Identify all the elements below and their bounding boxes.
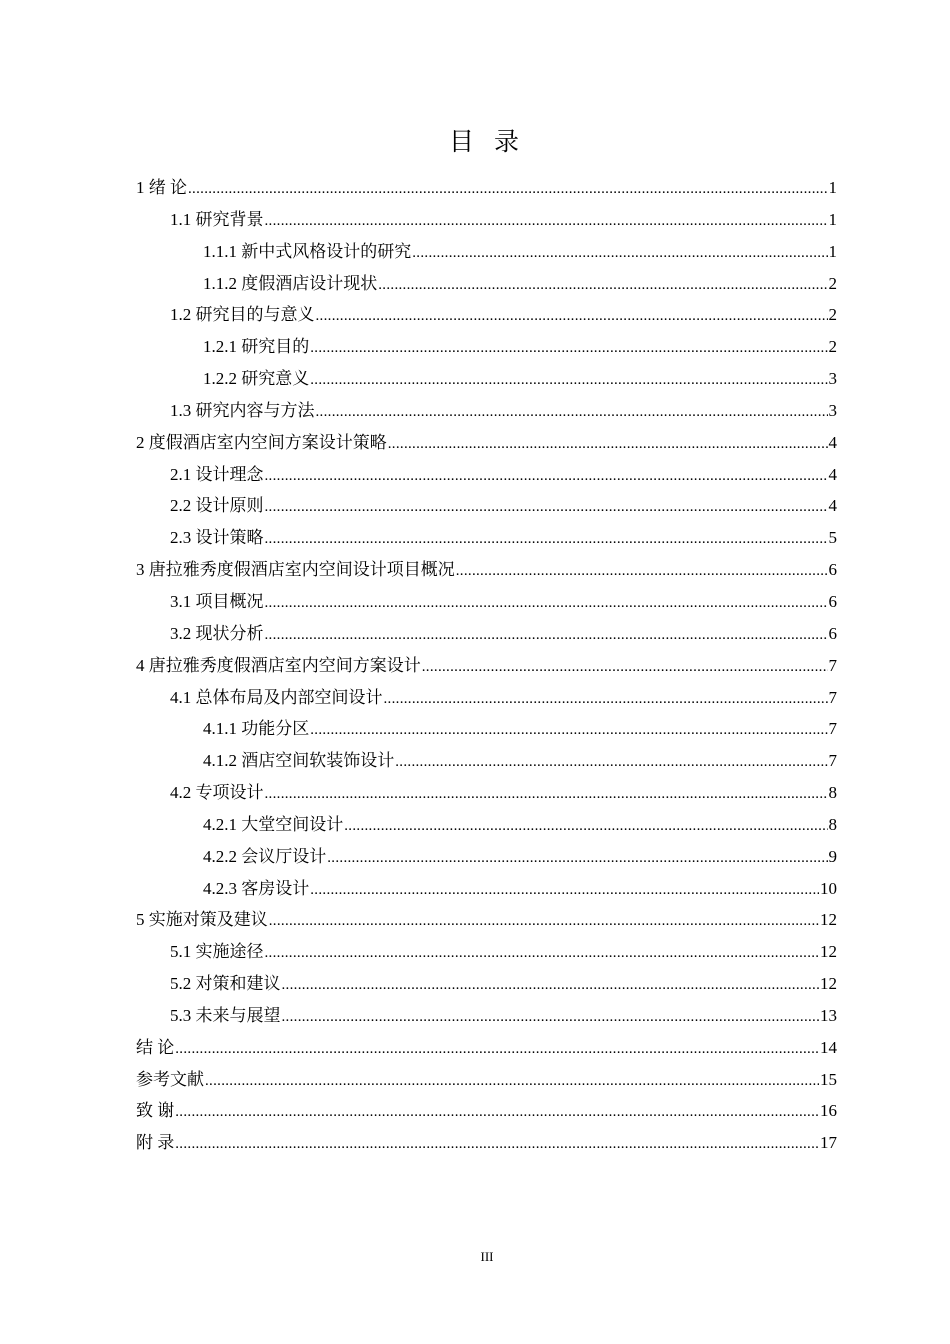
toc-entry[interactable]: [136, 650, 837, 682]
toc-dot-leader: [378, 270, 827, 302]
toc-entry-label: 4.2.3 客房设计: [203, 878, 310, 898]
toc-entry-label: 1.3 研究内容与方法: [170, 400, 315, 420]
toc-entry-label: 1 绪 论: [136, 178, 187, 197]
toc-entry[interactable]: [136, 968, 837, 1000]
toc-entry[interactable]: [136, 809, 837, 841]
toc-entry[interactable]: [136, 1095, 837, 1127]
toc-entry-label: 4.2.2 会议厅设计: [203, 846, 327, 866]
toc-entry-page-number: 2: [828, 305, 837, 325]
toc-entry-page-number: 4: [828, 432, 837, 452]
toc-entry[interactable]: [136, 331, 837, 363]
toc-dot-leader: [205, 1066, 819, 1098]
toc-entry-page-number: 1: [828, 178, 837, 197]
toc-dot-leader: [269, 906, 819, 938]
toc-entry[interactable]: [136, 745, 837, 777]
toc-entry[interactable]: [136, 268, 837, 300]
toc-dot-leader: [310, 875, 819, 907]
toc-entry[interactable]: [136, 363, 837, 395]
toc-entry-label: 1.1.1 新中式风格设计的研究: [203, 241, 412, 261]
toc-entry-page-number: 7: [828, 751, 837, 771]
toc-entry-label: 2 度假酒店室内空间方案设计策略: [136, 432, 387, 452]
toc-dot-leader: [265, 588, 828, 620]
toc-entry-label: 5.3 未来与展望: [170, 1005, 281, 1025]
toc-entry-label: 5.2 对策和建议: [170, 974, 281, 994]
toc-entry[interactable]: [136, 490, 837, 522]
toc-dot-leader: [388, 429, 828, 461]
toc-entry-label: 致 谢: [136, 1101, 175, 1121]
toc-dot-leader: [422, 652, 828, 684]
toc-entry-label: 1.1 研究背景: [170, 209, 264, 229]
toc-dot-leader: [265, 524, 828, 556]
toc-entry[interactable]: [136, 395, 837, 427]
toc-dot-leader: [265, 779, 828, 811]
toc-entry[interactable]: [136, 236, 837, 268]
toc-entry-label: 3.2 现状分析: [170, 623, 264, 643]
toc-entry-page-number: 8: [828, 814, 837, 834]
toc-entry-label: 3 唐拉雅秀度假酒店室内空间设计项目概况: [136, 560, 455, 580]
toc-entry[interactable]: [136, 204, 837, 236]
toc-entry-label: 1.1.2 度假酒店设计现状: [203, 273, 378, 293]
toc-dot-leader: [175, 1034, 819, 1066]
toc-dot-leader: [316, 301, 828, 333]
toc-entry-page-number: 8: [828, 783, 837, 803]
toc-entry[interactable]: [136, 1064, 837, 1096]
toc-entry-page-number: 4: [828, 496, 837, 516]
toc-entry-label: 5.1 实施途径: [170, 942, 264, 962]
toc-entry-page-number: 6: [828, 591, 837, 611]
toc-entry[interactable]: [136, 873, 837, 905]
toc-entry-page-number: 3: [828, 400, 837, 420]
toc-dot-leader: [175, 1097, 819, 1129]
toc-entry-label: 2.1 设计理念: [170, 464, 264, 484]
toc-entry-label: 1.2.1 研究目的: [203, 337, 310, 357]
toc-entry-label: 附 录: [136, 1133, 175, 1153]
toc-entry-page-number: 14: [820, 1037, 837, 1057]
toc-entry-label: 4.1 总体布局及内部空间设计: [170, 687, 383, 707]
toc-dot-leader: [310, 365, 827, 397]
toc-entry-page-number: 17: [820, 1133, 837, 1153]
toc-entry-page-number: 15: [820, 1069, 837, 1089]
toc-title: 目 录: [449, 127, 525, 156]
toc-dot-leader: [327, 843, 827, 875]
toc-dot-leader: [265, 492, 828, 524]
toc-entry-label: 1.2.2 研究意义: [203, 369, 310, 389]
toc-entry-label: 结 论: [136, 1037, 175, 1057]
toc-entry[interactable]: [136, 904, 837, 936]
toc-entry-page-number: 3: [828, 369, 837, 389]
toc-dot-leader: [265, 461, 828, 493]
toc-entry-page-number: 12: [820, 942, 837, 962]
toc-dot-leader: [310, 333, 827, 365]
toc-entry[interactable]: [136, 522, 837, 554]
toc-entry[interactable]: [136, 841, 837, 873]
toc-entry-page-number: 6: [828, 560, 837, 580]
toc-entry-label: 4.2.1 大堂空间设计: [203, 814, 344, 834]
toc-entry-page-number: 16: [820, 1101, 837, 1121]
toc-dot-leader: [384, 684, 828, 716]
toc-entry[interactable]: [136, 554, 837, 586]
toc-entry[interactable]: [136, 586, 837, 618]
toc-entry[interactable]: [136, 172, 837, 204]
toc-entry-label: 2.2 设计原则: [170, 496, 264, 516]
toc-entry[interactable]: [136, 777, 837, 809]
toc-entry[interactable]: [136, 713, 837, 745]
toc-dot-leader: [188, 174, 828, 206]
toc-dot-leader: [265, 620, 828, 652]
toc-dot-leader: [282, 1002, 820, 1034]
toc-dot-leader: [412, 238, 827, 270]
toc-entry-page-number: 10: [820, 878, 837, 898]
toc-entry-page-number: 7: [828, 687, 837, 707]
toc-entry[interactable]: [136, 459, 837, 491]
page-number: III: [480, 1249, 494, 1264]
toc-entry-page-number: 1: [828, 241, 837, 261]
toc-dot-leader: [395, 747, 827, 779]
toc-dot-leader: [265, 938, 820, 970]
toc-entry[interactable]: [136, 1127, 837, 1159]
toc-entry-label: 参考文献: [136, 1069, 204, 1089]
toc-entry-page-number: 1: [828, 209, 837, 229]
toc-entry-label: 2.3 设计策略: [170, 528, 264, 548]
toc-dot-leader: [344, 811, 827, 843]
toc-dot-leader: [265, 206, 828, 238]
toc-entry-page-number: 13: [820, 1005, 837, 1025]
toc-entry[interactable]: [136, 427, 837, 459]
toc-entry[interactable]: [136, 618, 837, 650]
toc-dot-leader: [310, 715, 827, 747]
toc-list: [136, 172, 837, 1159]
toc-entry-page-number: 7: [828, 719, 837, 739]
toc-entry-label: 4.1.1 功能分区: [203, 719, 310, 739]
toc-entry-page-number: 2: [828, 273, 837, 293]
toc-entry-label: 4.2 专项设计: [170, 783, 264, 803]
toc-entry-label: 1.2 研究目的与意义: [170, 305, 315, 325]
toc-entry-page-number: 5: [828, 528, 837, 548]
toc-entry-page-number: 4: [828, 464, 837, 484]
toc-entry[interactable]: [136, 299, 837, 331]
toc-entry-label: 4.1.2 酒店空间软装饰设计: [203, 751, 395, 771]
toc-dot-leader: [456, 556, 828, 588]
toc-entry-label: 4 唐拉雅秀度假酒店室内空间方案设计: [136, 655, 421, 675]
toc-entry-page-number: 12: [820, 974, 837, 994]
toc-dot-leader: [316, 397, 828, 429]
toc-entry-page-number: 7: [828, 655, 837, 675]
toc-entry[interactable]: [136, 682, 837, 714]
toc-entry-page-number: 6: [828, 623, 837, 643]
toc-entry-page-number: 2: [828, 337, 837, 357]
toc-entry-label: 3.1 项目概况: [170, 591, 264, 611]
toc-entry[interactable]: [136, 936, 837, 968]
toc-entry[interactable]: [136, 1000, 837, 1032]
toc-dot-leader: [175, 1129, 819, 1161]
toc-entry-label: 5 实施对策及建议: [136, 910, 268, 930]
toc-dot-leader: [282, 970, 820, 1002]
toc-entry-page-number: 12: [820, 910, 837, 930]
toc-entry-page-number: 9: [828, 846, 837, 866]
toc-entry[interactable]: [136, 1032, 837, 1064]
